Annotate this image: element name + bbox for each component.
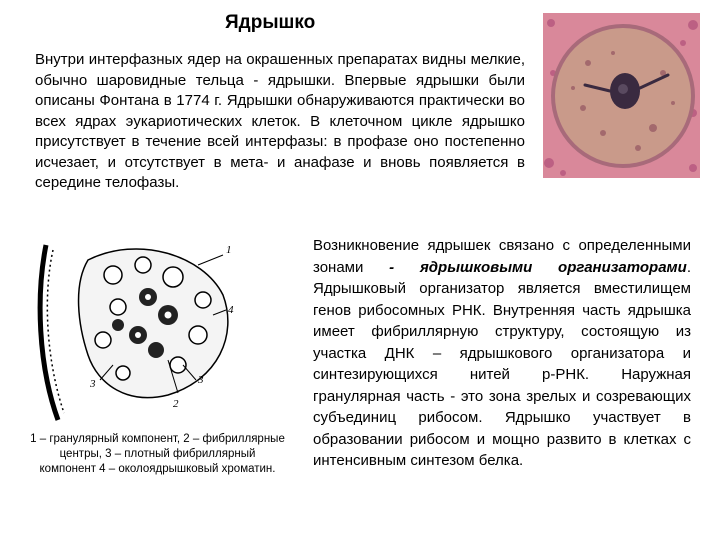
nucleolus-drawing — [28, 235, 278, 425]
page-title: Ядрышко — [225, 12, 316, 33]
drawing-label: 3 — [198, 374, 204, 386]
body-text-part1: Возникновение ядрышек связано с определенными зонами — [313, 237, 691, 276]
drawing-label: 2 — [173, 398, 179, 410]
body-paragraph — [313, 235, 691, 472]
figure-caption: 1 – гранулярный компонент, 2 – фибриллярные центры, 3 – плотный фибриллярный компонент 4 – околоядрышковый хроматин. — [30, 433, 285, 475]
drawing-label: 3 — [90, 378, 96, 390]
intro-paragraph: Внутри интерфазных ядер на окрашенных препаратах видны мелкие, обычно шаровидные тельца - ядрышки. Впервые ядрышки были описаны Фонтана в 1774 г. Ядрышки обнаруживаются практически во всех ядрах эукариотических клеток. В клеточном цикле ядрышко присутствует в течение всей интерфазы: в профазе оно постепенно исчезает, и отсутствует в мета- и анафазе и вновь появляется в середине телофазы. — [35, 51, 525, 191]
drawing-label: 1 — [226, 244, 232, 256]
body-text-part2: . Ядрышковый организатор является вместилищем генов рибосомных РНК. Внутренняя часть ядрышка имеет фибриллярную структуру, состоящую из участка ДНК – ядрышкового организатора и синтезирующихся нитей р-РНК. Наружная гранулярная часть - это зона зрелых и созревающих субъединиц рибосом. Ядрышко участвует в образовании рибосом и мощно развито в клетках с интенсивным синтезом белка. — [313, 258, 691, 469]
micrograph-photo — [543, 13, 700, 178]
drawing-label: 4 — [228, 304, 234, 316]
body-emphasis: - ядрышковыми организаторами — [363, 258, 687, 276]
